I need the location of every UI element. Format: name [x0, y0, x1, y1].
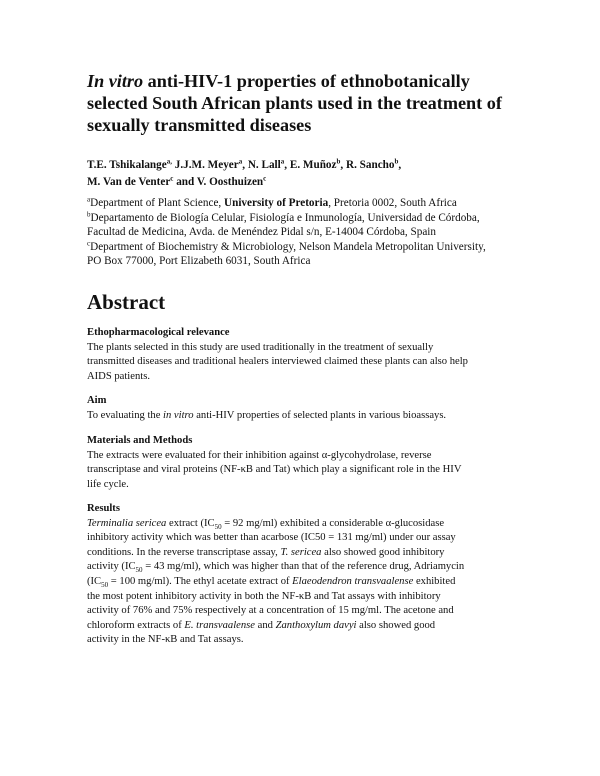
body-text: anti-HIV properties of selected plants in various bioassays.	[193, 409, 447, 421]
author-name: V. Oosthuizen	[196, 176, 264, 188]
body-text: activity (IC	[87, 561, 136, 573]
author-sup: a,	[166, 157, 172, 166]
affiliations	[87, 196, 527, 269]
body-text: also showed good	[356, 619, 436, 631]
abstract-heading: Abstract	[87, 290, 166, 314]
body-line: the most potent inhibitory activity in both the NF-κB and Tat assays with inhibitory	[87, 590, 441, 602]
author-name: R. Sancho	[346, 159, 395, 171]
affil-sup: c	[87, 239, 91, 248]
body-line: transmitted diseases and traditional healers interviewed claimed these plants can also help	[87, 356, 468, 368]
paper-title	[87, 70, 527, 136]
title-italic: In vitro	[87, 71, 144, 91]
section-heading: Aim	[87, 395, 107, 406]
body-line: activity of 76% and 75% respectively at a concentration of 15 mg/ml. The acetone and	[87, 605, 454, 617]
affil-sup: b	[87, 209, 91, 218]
title-line-2: selected South African plants used in the treatment of	[87, 93, 502, 113]
affiliation-a	[87, 196, 527, 211]
affil-text: Department of Biochemistry & Microbiology, Nelson Mandela Metropolitan University,	[90, 240, 486, 253]
section-aim	[87, 394, 527, 423]
author-sep: ,	[340, 159, 346, 171]
author-list	[87, 157, 527, 191]
affiliation-b	[87, 211, 527, 226]
author-name: T.E. Tshikalange	[87, 159, 167, 171]
body-line: life cycle.	[87, 478, 129, 490]
body-line: The plants selected in this study are used traditionally in the treatment of sexually	[87, 341, 434, 353]
body-line	[87, 619, 527, 634]
body-line: inhibitory activity which was better than acarbose (IC50 = 131 mg/ml) under our assay	[87, 532, 456, 544]
author-sep: ,	[242, 159, 248, 171]
affil-sup: a	[87, 195, 91, 204]
body-line: transcriptase and viral proteins (NF-κB and Tat) which play a significant role in the HIV	[87, 464, 462, 476]
author-sup: a	[280, 157, 285, 166]
body-line: activity in the NF-κB and Tat assays.	[87, 634, 244, 646]
species-name: T. sericea	[280, 546, 322, 558]
body-text: chloroform extracts of	[87, 619, 185, 631]
title-line-1: anti-HIV-1 properties of ethnobotanically	[143, 71, 470, 91]
body-text: To evaluating the	[87, 409, 164, 421]
section-methods	[87, 434, 527, 492]
section-ethno	[87, 326, 527, 384]
species-name: Zanthoxylum davyi	[275, 619, 357, 631]
section-heading: Results	[87, 503, 120, 514]
subscript: 50	[214, 522, 222, 531]
body-text: = 92 mg/ml) exhibited a considerable α-glucosidase	[221, 517, 445, 529]
body-line	[87, 546, 527, 561]
body-text: = 100 mg/ml). The ethyl acetate extract of	[108, 575, 293, 587]
body-line: The extracts were evaluated for their inhibition against α-glycohydrolase, reverse	[87, 449, 432, 461]
author-name: N. Lall	[247, 159, 281, 171]
body-line	[87, 575, 527, 590]
author-name: J.J.M. Meyer	[174, 159, 239, 171]
author-sup: c	[263, 174, 267, 183]
section-heading: Materials and Methods	[87, 435, 193, 446]
author-sup: c	[170, 174, 174, 183]
author-sep: and	[173, 176, 197, 188]
section-results	[87, 502, 527, 648]
body-text: extract (IC	[166, 517, 215, 529]
affil-text: , Pretoria 0002, South Africa	[328, 197, 457, 209]
author-sup: a	[238, 157, 243, 166]
title-line-3: sexually transmitted diseases	[87, 115, 312, 135]
body-text: = 43 mg/ml), which was higher than that of the reference drug, Adriamycin	[142, 561, 465, 573]
body-text: exhibited	[413, 575, 456, 587]
author-name: E. Muñoz	[289, 159, 337, 171]
body-line	[87, 560, 527, 575]
author-sep: ,	[284, 159, 290, 171]
species-name: E. transvaalense	[184, 619, 255, 631]
author-sup: b	[336, 157, 341, 166]
subscript: 50	[101, 581, 109, 590]
body-italic: in vitro	[163, 409, 194, 421]
body-text: conditions. In the reverse transcriptase assay,	[87, 546, 281, 558]
section-heading: Ethopharmacological relevance	[87, 327, 230, 338]
body-text: (IC	[87, 575, 102, 587]
species-name: Terminalia sericea	[87, 517, 167, 529]
affiliation-c-cont: PO Box 77000, Port Elizabeth 6031, South Africa	[87, 255, 311, 268]
body-text: and	[255, 619, 276, 631]
body-line	[87, 517, 527, 532]
author-sep: ,	[398, 159, 402, 171]
author-name: M. Van de Venter	[87, 176, 171, 188]
affil-text: Department of Plant Science,	[90, 197, 225, 209]
body-text: also showed good inhibitory	[321, 546, 445, 558]
subscript: 50	[135, 566, 143, 575]
species-name: Elaeodendron transvaalense	[292, 575, 414, 587]
affiliation-c	[87, 240, 527, 255]
body-line	[87, 409, 527, 424]
author-sup: b	[394, 157, 399, 166]
affil-text: Departamento de Biología Celular, Fisiología e Inmunología, Universidad de Córdoba,	[90, 211, 480, 224]
affil-university: University of Pretoria	[224, 197, 329, 209]
affiliation-b-cont: Facultad de Medicina, Avda. de Menéndez Pidal s/n, E-14004 Córdoba, Spain	[87, 226, 437, 239]
body-line: AIDS patients.	[87, 370, 150, 382]
